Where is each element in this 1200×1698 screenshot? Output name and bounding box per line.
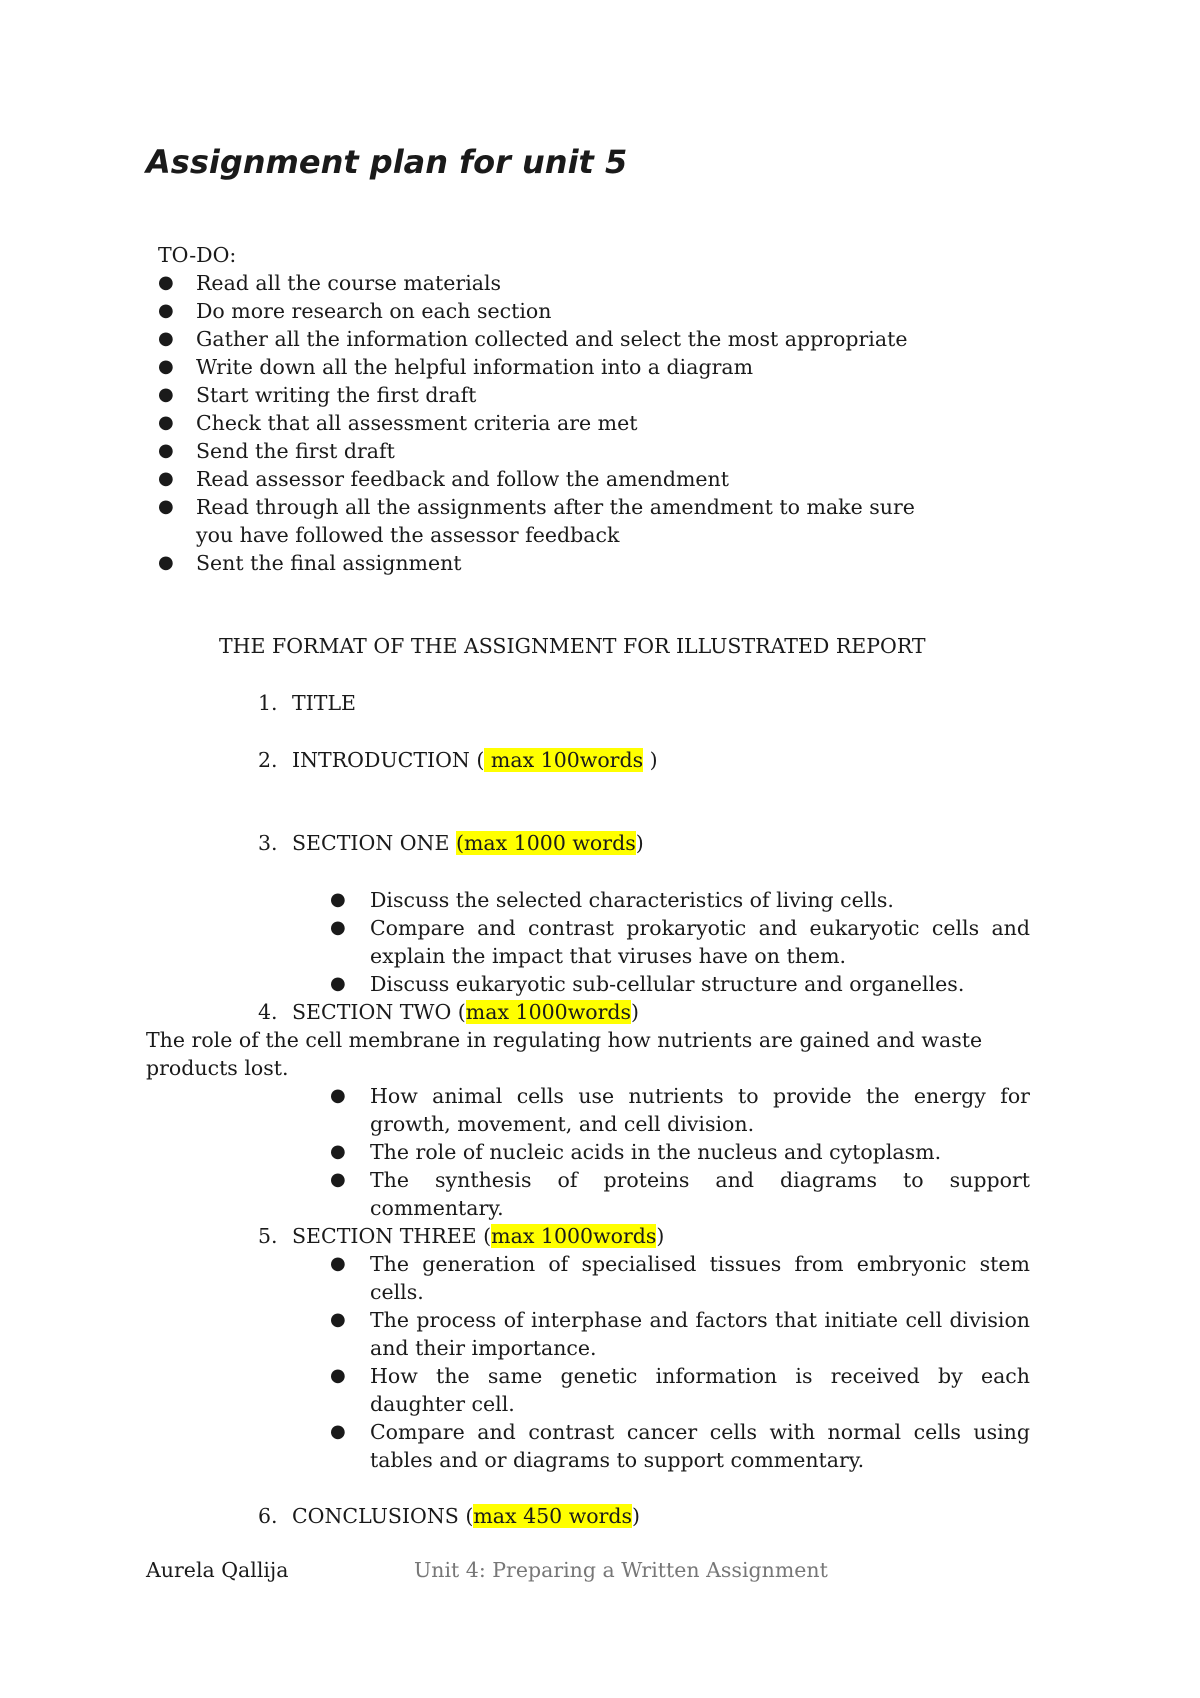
- bullet-icon: ●: [158, 328, 174, 349]
- bullet-icon: ●: [330, 917, 346, 938]
- list-item: ● The process of interphase and factors that initiate cell division and their importance.: [330, 1308, 1030, 1360]
- list-item: ● How animal cells use nutrients to provide the energy for growth, movement, and cell division.: [330, 1084, 1030, 1136]
- list-item: ● Read all the course materials: [158, 271, 502, 295]
- section-three-bullets: [330, 1250, 1030, 1474]
- list-item: ● The synthesis of proteins and diagrams to support commentary.: [330, 1168, 1030, 1220]
- page-title: Assignment plan for unit 5: [146, 143, 628, 181]
- bullet-icon: ●: [330, 973, 346, 994]
- list-item: ● Discuss the selected characteristics of living cells.: [330, 888, 894, 912]
- bullet-icon: ●: [158, 300, 174, 321]
- bullet-icon: ●: [330, 889, 346, 910]
- footer-unit: Unit 4: Preparing a Written Assignment: [414, 1558, 828, 1582]
- bullet-icon: ●: [158, 440, 174, 461]
- todo-list: [146, 269, 1026, 577]
- bullet-icon: ●: [330, 1141, 346, 1162]
- list-item: ● Do more research on each section: [158, 299, 552, 323]
- list-item: ● Write down all the helpful information into a diagram: [158, 355, 754, 379]
- list-item: ● Compare and contrast cancer cells with normal cells using tables and or diagrams to support commentary.: [330, 1420, 1030, 1472]
- list-item: ● Read through all the assignments after the amendment to make sure you have followed the assessor feedback: [158, 495, 915, 547]
- word-limit-highlight: max 1000words: [465, 1000, 632, 1024]
- list-item: ● Compare and contrast prokaryotic and eukaryotic cells and explain the impact that viruses have on them.: [330, 916, 1030, 968]
- section-one-bullets: [330, 886, 1030, 998]
- bullet-icon: ●: [158, 412, 174, 433]
- list-item: ● Gather all the information collected and select the most appropriate: [158, 327, 908, 351]
- section-two-bullets: [330, 1082, 1030, 1222]
- list-item: ● Read assessor feedback and follow the amendment: [158, 467, 729, 491]
- bullet-icon: ●: [158, 384, 174, 405]
- word-limit-highlight: (max 1000 words: [455, 831, 636, 855]
- bullet-icon: ●: [158, 496, 174, 517]
- word-limit-highlight: max 1000words: [491, 1224, 657, 1248]
- format-heading: THE FORMAT OF THE ASSIGNMENT FOR ILLUSTRATED REPORT: [219, 634, 926, 658]
- bullet-icon: ●: [330, 1365, 346, 1386]
- bullet-icon: ●: [158, 272, 174, 293]
- bullet-icon: ●: [330, 1309, 346, 1330]
- list-item: ● Sent the final assignment: [158, 551, 462, 575]
- document-page: Assignment plan for unit 5 TO-DO: ● Read all the course materials ● Do more research on each section ● Gather all the information collected and select the most appropriate ● Write down all the helpful information into a diagram ● Start writing the first draft ● Check that all assessment criteria are met ● Send the first draft ● Read assessor feedback and follow the amendment ● Read through all the assignments after the amendment to make sure you have followed the assessor feedback ● Sent the final assignment THE FORMAT OF THE ASSIGNMENT FOR ILLUSTRATED REPORT 1. TITLE 2. INTRODUCTION ( max 100words ) 3. SECTION ONE (max 1000 words) ● Discuss the selected characteristics of living cells. ● Compare and contrast prokaryotic and eukaryotic cells and explain the impact that viruses have on them. ● Discuss eukaryotic sub-cellular structure and organelles. 4. SECTION TWO (max 1000words) The role of the cell membrane in regulating how nutrients are gained and waste products lost. ● How animal cells use nutrients to provide the energy for growth, movement, and cell division. ● The role of nucleic acids in the nucleus and cytoplasm. ● The synthesis of proteins and diagrams to support commentary. 5. SECTION THREE (max 1000words) ● The generation of specialised tissues from embryonic stem cells. ● The process of interphase and factors that initiate cell division and their importance. ● How the same genetic information is received by each daughter cell. ● Compare and contrast cancer cells with normal cells using tables and or diagrams to support commentary. 6. CONCLUSIONS (max 450 words) Aurela Qallija Unit 4: Preparing a Written Assignment: [0, 0, 1200, 1698]
- list-item: ● How the same genetic information is received by each daughter cell.: [330, 1364, 1030, 1416]
- section-two-intro: The role of the cell membrane in regulating how nutrients are gained and waste products lost.: [146, 1028, 983, 1080]
- bullet-icon: ●: [158, 468, 174, 489]
- word-limit-highlight: max 450 words: [473, 1504, 633, 1528]
- bullet-icon: ●: [330, 1085, 346, 1106]
- list-item: ● The generation of specialised tissues from embryonic stem cells.: [330, 1252, 1030, 1304]
- bullet-icon: ●: [330, 1169, 346, 1190]
- bullet-icon: ●: [330, 1421, 346, 1442]
- list-item: ● Send the first draft: [158, 439, 395, 463]
- bullet-icon: ●: [330, 1253, 346, 1274]
- word-limit-highlight: max 100words: [484, 748, 644, 772]
- list-item: ● Start writing the first draft: [158, 383, 477, 407]
- footer-author: Aurela Qallija: [146, 1558, 289, 1582]
- bullet-icon: ●: [158, 356, 174, 377]
- todo-heading: TO-DO:: [158, 243, 237, 267]
- list-item: ● Check that all assessment criteria are met: [158, 411, 638, 435]
- list-item: ● The role of nucleic acids in the nucleus and cytoplasm.: [330, 1140, 942, 1164]
- bullet-icon: ●: [158, 552, 174, 573]
- list-item: ● Discuss eukaryotic sub-cellular structure and organelles.: [330, 972, 965, 996]
